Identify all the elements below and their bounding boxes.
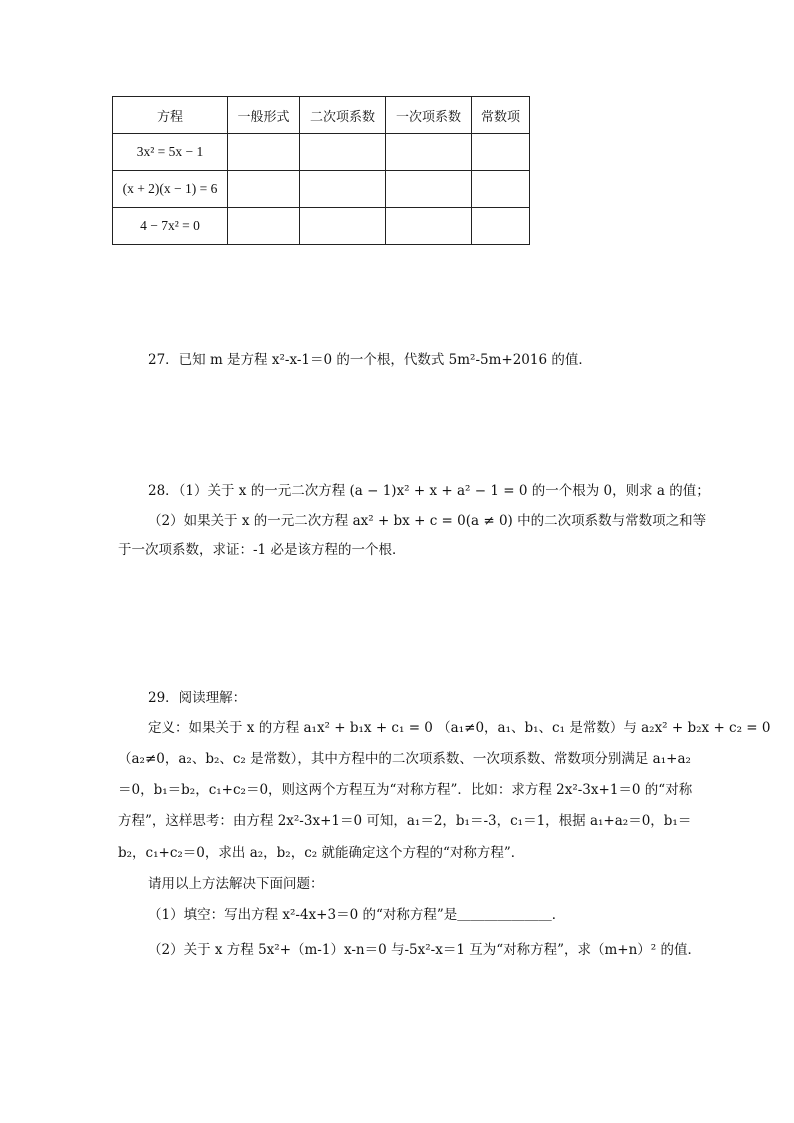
answer-cell[interactable] (472, 134, 530, 171)
equation-cell: 4 − 7x² = 0 (113, 208, 228, 245)
question-28-part1: 28．（1）关于 x 的一元二次方程 (a − 1)x² + x + a² − 1 = 0 的一个根为 0，则求 a 的值； (148, 483, 710, 499)
equation-cell: (x + 2)(x − 1) = 6 (113, 171, 228, 208)
answer-cell[interactable] (300, 134, 386, 171)
answer-cell[interactable] (386, 208, 472, 245)
question-29-line: （a₂≠0，a₂、b₂、c₂ 是常数），其中方程中的二次项系数、一次项系数、常数项分别满足 a₁+a₂ (118, 751, 691, 767)
header-constant: 常数项 (472, 97, 530, 134)
table-row (113, 171, 530, 208)
question-28-part2: （2）如果关于 x 的一元二次方程 ax² + bx + c = 0(a ≠ 0) 中的二次项系数与常数项之和等 (148, 513, 707, 529)
answer-cell[interactable] (228, 171, 300, 208)
table-row (113, 134, 530, 171)
question-29-part1: （1）填空：写出方程 x²-4x+3＝0 的“对称方程”是＿＿＿＿＿＿＿． (148, 907, 566, 923)
question-29-line: 方程”，这样思考：由方程 2x²-3x+1＝0 可知，a₁＝2，b₁＝-3，c₁＝1，根据 a₁+a₂＝0，b₁＝ (118, 813, 692, 829)
table-header-row (113, 97, 530, 134)
question-29-definition: 定义：如果关于 x 的方程 a₁x² + b₁x + c₁ = 0 （a₁≠0，a₁、b₁、c₁ 是常数）与 a₂x² + b₂x + c₂ = 0 (148, 720, 771, 736)
header-quadratic-coef: 二次项系数 (300, 97, 386, 134)
question-29-line: ＝0，b₁＝b₂，c₁+c₂＝0，则这两个方程互为“对称方程”．比如：求方程 2x²-3x+1＝0 的“对称 (118, 782, 693, 798)
question-29-title: 29．阅读理解： (148, 690, 247, 706)
header-general-form: 一般形式 (228, 97, 300, 134)
question-29-line: b₂，c₁+c₂＝0，求出 a₂，b₂，c₂ 就能确定这个方程的“对称方程”． (118, 845, 525, 861)
header-linear-coef: 一次项系数 (386, 97, 472, 134)
question-29-part2: （2）关于 x 方程 5x²+（m-1）x-n＝0 与-5x²-x＝1 互为“对称方程”，求（m+n）² 的值． (148, 942, 702, 958)
answer-cell[interactable] (228, 208, 300, 245)
question-28-part2-cont: 于一次项系数，求证：-1 必是该方程的一个根． (118, 542, 406, 558)
table-row (113, 208, 530, 245)
answer-cell[interactable] (472, 171, 530, 208)
answer-cell[interactable] (228, 134, 300, 171)
answer-cell[interactable] (472, 208, 530, 245)
question-29-instruction: 请用以上方法解决下面问题： (148, 876, 324, 892)
question-27: 27．已知 m 是方程 x²-x-1＝0 的一个根，代数式 5m²-5m+2016 的值． (148, 352, 592, 368)
answer-cell[interactable] (386, 171, 472, 208)
equation-table (112, 96, 530, 245)
header-equation: 方程 (113, 97, 228, 134)
equation-cell: 3x² = 5x − 1 (113, 134, 228, 171)
answer-cell[interactable] (386, 134, 472, 171)
answer-cell[interactable] (300, 171, 386, 208)
answer-cell[interactable] (300, 208, 386, 245)
